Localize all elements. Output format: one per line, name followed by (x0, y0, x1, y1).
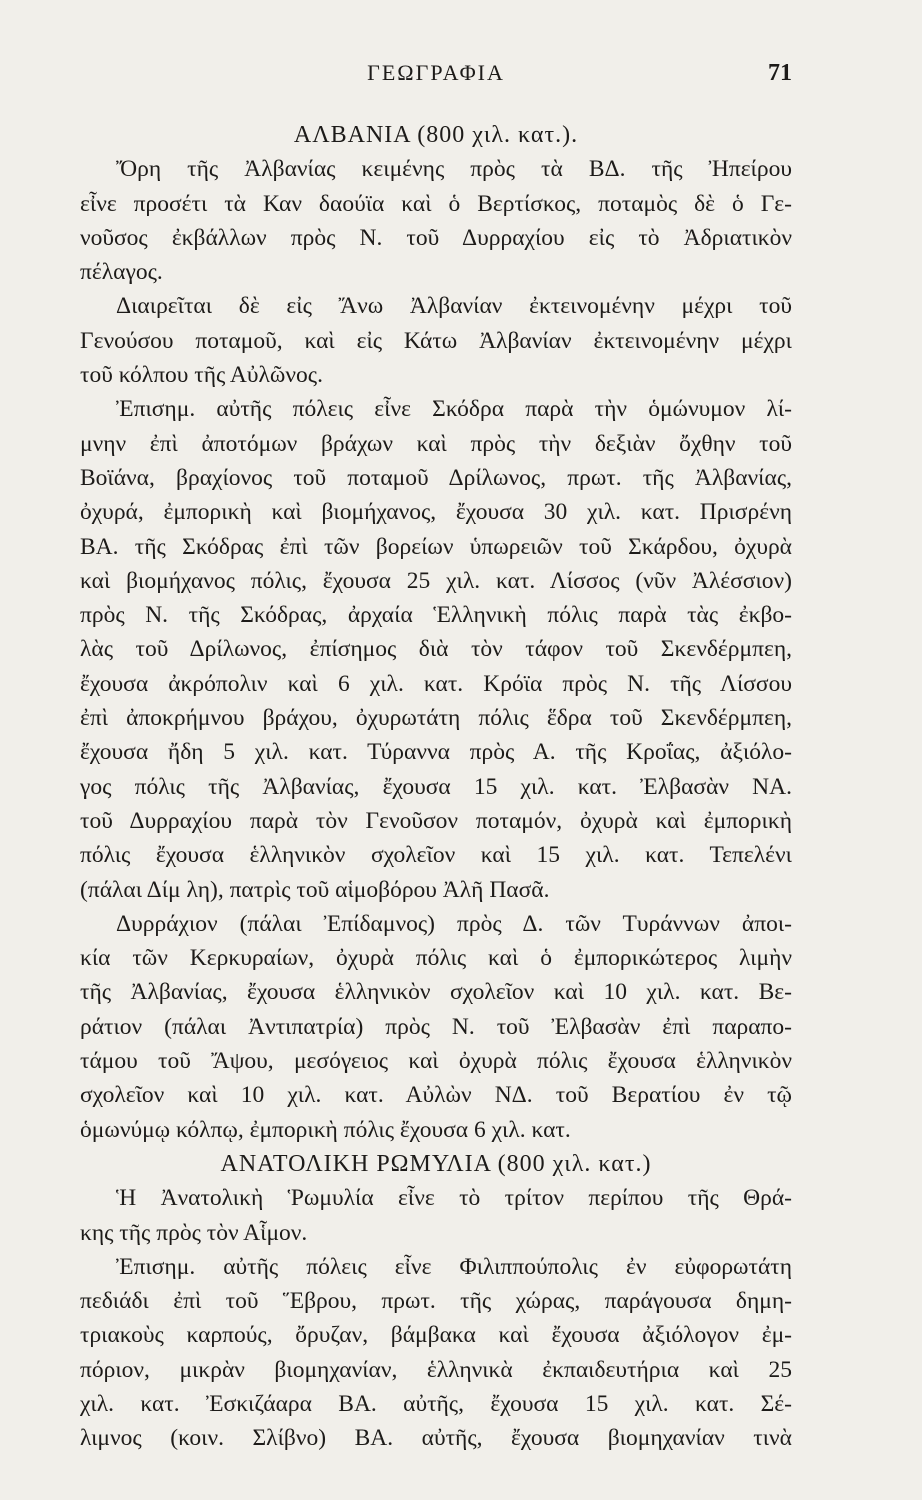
running-head (80, 60, 792, 90)
text-line: (πάλαι Δίμ λη), πατρὶς τοῦ αἱμοβόρου Ἀλῆ Πασᾶ. (80, 876, 550, 903)
text-line: τοῦ Δυρραχίου παρὰ τὸν Γενοῦσον ποταμόν, ὀχυρὰ καὶ ἐμπορικὴ (80, 807, 792, 834)
text-line: λὰς τοῦ Δρίλωνος, ἐπίσημος διὰ τὸν τάφον τοῦ Σκενδέρμπεη, (80, 636, 792, 663)
text-line: σχολεῖον καὶ 10 χιλ. κατ. Αὐλὼν ΝΔ. τοῦ Βερατίου ἐν τῷ (80, 1082, 792, 1109)
text-line: κία τῶν Κερκυραίων, ὀχυρὰ πόλις καὶ ὁ ἐμπορικώτερος λιμὴν (80, 945, 792, 972)
text-line: τάμου τοῦ Ἄψου, μεσόγειος καὶ ὀχυρὰ πόλις ἔχουσα ἑλληνικὸν (80, 1048, 792, 1075)
body-text (80, 118, 792, 1456)
text-line: Ἐπισημ. αὐτῆς πόλεις εἶνε Σκόδρα παρὰ τὴν ὁμώνυμον λί- (116, 396, 792, 423)
text-line: πρὸς Ν. τῆς Σκόδρας, ἀρχαία Ἑλληνικὴ πόλις παρὰ τὰς ἐκβο- (80, 602, 792, 629)
text-line: τοῦ κόλπου τῆς Αὐλῶνος. (80, 362, 323, 389)
text-line: πόλις ἔχουσα ἑλληνικὸν σχολεῖον καὶ 15 χιλ. κατ. Τεπελένι (80, 842, 792, 869)
text-line: γος πόλις τῆς Ἀλβανίας, ἔχουσα 15 χιλ. κατ. Ἐλβασὰν ΝΑ. (80, 773, 792, 800)
text-line: Γενούσου ποταμοῦ, καὶ εἰς Κάτω Ἀλβανίαν ἐκτεινομένην μέχρι (80, 327, 792, 354)
text-line: τῆς Ἀλβανίας, ἔχουσα ἑλληνικὸν σχολεῖον καὶ 10 χιλ. κατ. Βε- (80, 979, 792, 1006)
text-line: ἔχουσα ἤδη 5 χιλ. κατ. Τύραννα πρὸς Α. τῆς Κροΐας, ἀξιόλο- (80, 739, 792, 766)
text-line: Δυρράχιον (πάλαι Ἐπίδαμνος) πρὸς Δ. τῶν Τυράννων ἀποι- (116, 910, 792, 937)
text-line: εἶνε προσέτι τὰ Καν δαούϊα καὶ ὁ Βερτίσκος, ποταμὸς δὲ ὁ Γε- (80, 190, 792, 217)
text-line: πόριον, μικρὰν βιομηχανίαν, ἑλληνικὰ ἐκπαιδευτήρια καὶ 25 (80, 1356, 792, 1383)
text-line: ἔχουσα ἀκρόπολιν καὶ 6 χιλ. κατ. Κρόϊα πρὸς Ν. τῆς Λίσσου (80, 670, 792, 697)
text-line: Ἐπισημ. αὐτῆς πόλεις εἶνε Φιλιππούπολις ἐν εὐφορωτάτη (116, 1253, 792, 1280)
text-line: λιμνος (κοιν. Σλίβνο) ΒΑ. αὐτῆς, ἔχουσα βιομηχανίαν τινὰ (80, 1425, 792, 1452)
text-line: πέλαγος. (80, 259, 163, 286)
text-line: Βοϊάνα, βραχίονος τοῦ ποταμοῦ Δρίλωνος, πρωτ. τῆς Ἀλβανίας, (80, 464, 792, 491)
text-line: Διαιρεῖται δὲ εἰς Ἄνω Ἀλβανίαν ἐκτεινομένην μέχρι τοῦ (116, 293, 792, 320)
text-line: νοῦσος ἐκβάλλων πρὸς Ν. τοῦ Δυρραχίου εἰς τὸ Ἀδριατικὸν (80, 224, 792, 251)
text-line: μνην ἐπὶ ἀποτόμων βράχων καὶ πρὸς τὴν δεξιὰν ὄχθην τοῦ (80, 430, 792, 457)
text-line: ἐπὶ ἀποκρήμνου βράχου, ὀχυρωτάτη πόλις ἕδρα τοῦ Σκενδέρμπεη, (80, 705, 792, 732)
text-line: κης τῆς πρὸς τὸν Αἷμον. (80, 1219, 308, 1246)
text-line: χιλ. κατ. Ἐσκιζάαρα ΒΑ. αὐτῆς, ἔχουσα 15 χιλ. κατ. Σέ- (80, 1390, 792, 1417)
text-line: τριακοὺς καρπούς, ὄρυζαν, βάμβακα καὶ ἔχουσα ἀξιόλογον ἐμ- (80, 1322, 792, 1349)
text-line: καὶ βιομήχανος πόλις, ἔχουσα 25 χιλ. κατ. Λίσσος (νῦν Ἀλέσσιον) (80, 567, 792, 594)
running-title: ΓΕΩΓΡΑΦΙΑ (367, 60, 505, 85)
text-line: ὁμωνύμῳ κόλπῳ, ἐμπορικὴ πόλις ἔχουσα 6 χιλ. κατ. (80, 1116, 571, 1143)
text-line: ΒΑ. τῆς Σκόδρας ἐπὶ τῶν βορείων ὑπωρειῶν τοῦ Σκάρδου, ὀχυρὰ (80, 533, 792, 560)
text-line: Ἡ Ἀνατολικὴ Ῥωμυλία εἶνε τὸ τρίτον περίπου τῆς Θρά- (116, 1185, 792, 1212)
section-heading: ΑΛΒΑΝΙΑ (800 χιλ. κατ.). (293, 122, 579, 148)
page-number: 71 (768, 60, 792, 86)
text-line: ράτιον (πάλαι Ἀντιπατρία) πρὸς Ν. τοῦ Ἐλβασὰν ἐπὶ παραπο- (80, 1013, 792, 1040)
text-line: πεδιάδι ἐπὶ τοῦ Ἕβρου, πρωτ. τῆς χώρας, παράγουσα δημη- (80, 1288, 792, 1315)
text-line: ὀχυρά, ἐμπορικὴ καὶ βιομήχανος, ἔχουσα 30 χιλ. κατ. Πρισρένη (80, 499, 792, 526)
text-line: Ὄρη τῆς Ἀλβανίας κειμένης πρὸς τὰ ΒΔ. τῆς Ἠπείρου (116, 156, 792, 183)
section-heading: ΑΝΑΤΟΛΙΚΗ ΡΩΜΥΛΙΑ (800 χιλ. κατ.) (220, 1150, 652, 1177)
